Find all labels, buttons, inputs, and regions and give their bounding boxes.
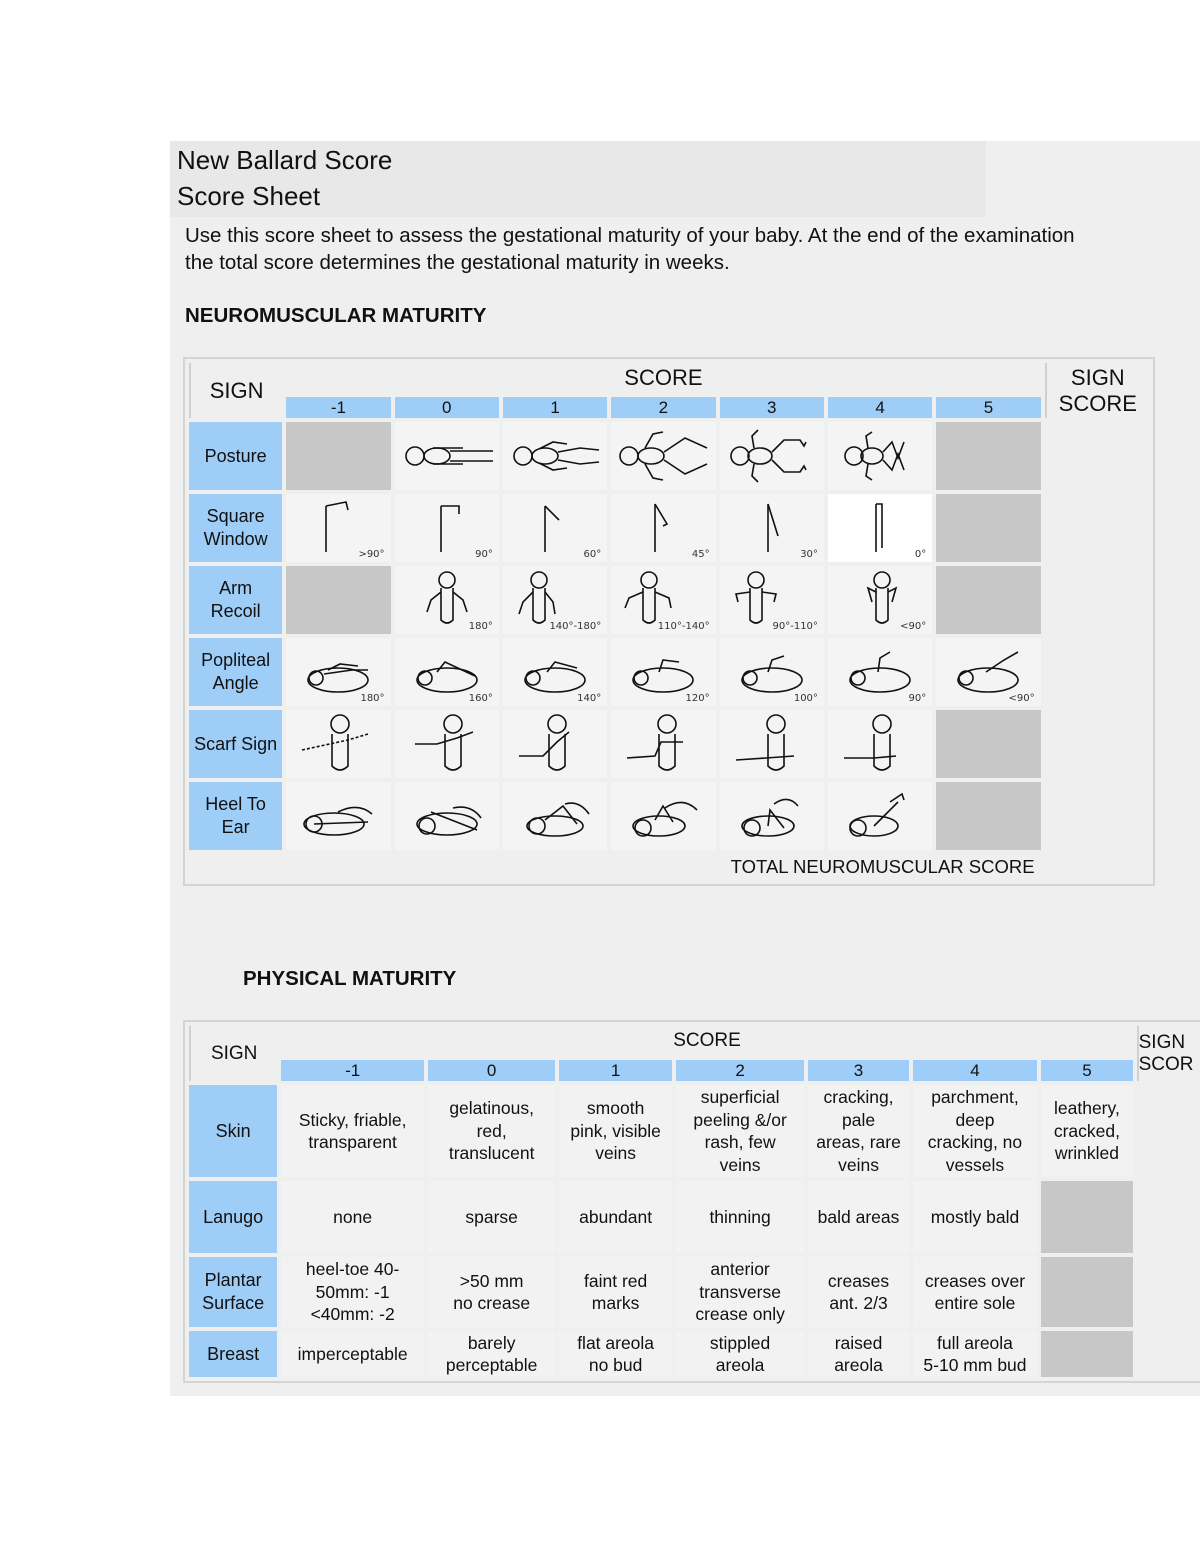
arm-recoil-cell[interactable] [395,566,499,634]
neuromuscular-section-title: NEUROMUSCULAR MATURITY [185,304,487,327]
sign-square-window [189,494,282,562]
arm-recoil-cell[interactable] [611,566,715,634]
scarf-sign-icon [397,712,497,776]
score-column-header: 4 [828,397,932,418]
score-column-header: 5 [1041,1060,1132,1081]
table-row [189,1331,1200,1377]
score-header: SCORE [281,1026,1132,1056]
cell-line: pink, visible [570,1120,661,1141]
scarf-sign-cell[interactable] [395,710,499,778]
cell-line: pale [841,1109,876,1130]
table-row [189,1085,1200,1177]
page-title: New Ballard Score [177,145,393,175]
scarf-sign-cell[interactable] [286,710,390,778]
heel-to-ear-icon [830,784,930,848]
cell-line: rash, few [704,1132,776,1152]
cell-line: Sticky, friable, [298,1109,407,1130]
heel-to-ear-icon [722,784,822,848]
table-row [189,638,1149,706]
lanugo-cell[interactable]: thinning [676,1181,805,1253]
empty-cell [286,566,390,634]
scarf-sign-cell[interactable] [720,710,824,778]
heel-to-ear-cell[interactable] [286,782,390,850]
empty-cell [936,494,1040,562]
sign-heel-to-ear [189,782,282,850]
cell-line: anterior [710,1259,770,1280]
sign-score-header-line-2: SCOR [1138,1053,1194,1075]
sign-header: SIGN [189,1026,277,1081]
sign-popliteal-angle [189,638,282,706]
lanugo-cell[interactable]: mostly bald [913,1181,1037,1253]
angle-label: <90° [1008,693,1035,704]
empty-cell [1041,1257,1132,1327]
heel-to-ear-cell[interactable] [720,782,824,850]
angle-label: <90° [900,621,927,632]
sign-plantar-surface [189,1257,277,1327]
sign-label-line-1: Heel To [205,794,266,814]
sign-label-line-1: Arm [219,578,253,598]
posture-figure-icon [397,424,497,488]
breast-cell[interactable] [676,1331,805,1377]
plantar-surface-cell[interactable] [913,1257,1037,1327]
sign-label-line-1: Plantar [204,1270,262,1290]
heel-to-ear-icon [505,784,605,848]
cell-line: leathery, [1054,1098,1120,1119]
skin-cell[interactable] [559,1085,671,1177]
cell-line: superficial [700,1087,780,1107]
angle-label: 180° [360,693,385,704]
neuromuscular-table [185,359,1153,884]
page-subtitle: Score Sheet [177,181,321,211]
cell-line: transverse [699,1281,781,1302]
scarf-sign-icon [613,712,713,776]
sign-label-line-2: Angle [212,673,259,693]
sign-label-line-1: Popliteal [201,650,271,670]
posture-cell[interactable] [720,422,824,490]
sign-score-header [1137,1026,1200,1081]
heel-to-ear-icon [613,784,713,848]
cell-line: vessels [945,1154,1005,1175]
table-row [189,782,1149,850]
sign-scarf-sign: Scarf Sign [189,710,282,778]
empty-cell [936,566,1040,634]
table-row [189,710,1149,778]
lanugo-cell[interactable]: bald areas [808,1181,908,1253]
posture-cell[interactable] [503,422,607,490]
skin-cell[interactable] [808,1085,908,1177]
posture-cell[interactable] [611,422,715,490]
popliteal-angle-cell[interactable] [936,638,1040,706]
angle-label: 100° [793,693,818,704]
score-column-header: 0 [428,1060,556,1081]
angle-label: 0° [914,549,927,560]
breast-cell[interactable]: imperceptable [281,1331,424,1377]
cell-line: veins [719,1154,761,1175]
score-column-header: 3 [808,1060,908,1081]
score-column-header: 4 [913,1060,1037,1081]
table-row [189,1257,1200,1327]
score-column-header: -1 [281,1060,424,1081]
square-window-cell[interactable] [286,494,390,562]
empty-cell [936,422,1040,490]
cell-line: full areola [937,1332,1013,1353]
sign-score-header [1045,363,1149,418]
angle-label: 120° [685,693,710,704]
score-column-header: 2 [611,397,715,418]
cell-line: gelatinous, [449,1098,534,1119]
popliteal-angle-cell[interactable] [611,638,715,706]
cell-line: ant. 2/3 [829,1293,888,1313]
heel-to-ear-cell[interactable] [395,782,499,850]
empty-cell [936,782,1040,850]
heel-to-ear-cell[interactable] [611,782,715,850]
heel-to-ear-icon [288,784,388,848]
angle-label: 160° [468,693,493,704]
angle-label: 45° [691,549,710,560]
posture-cell[interactable] [828,422,932,490]
scarf-sign-icon [722,712,822,776]
sign-label-line-2: Recoil [210,601,261,621]
cell-line: translucent [448,1143,535,1164]
breast-cell[interactable] [808,1331,908,1377]
arm-recoil-cell[interactable] [828,566,932,634]
posture-figure-icon [505,424,605,488]
angle-label: 90° [908,693,927,704]
angle-label: 180° [468,621,493,632]
lanugo-cell[interactable]: sparse [428,1181,556,1253]
square-window-cell[interactable] [828,494,932,562]
sign-label-line-1: Square [206,506,265,526]
arm-recoil-cell[interactable] [720,566,824,634]
cell-line: deep [955,1109,995,1130]
square-window-cell[interactable] [720,494,824,562]
cell-line: peeling &/or [693,1109,787,1130]
sign-header: SIGN [189,363,282,418]
scarf-sign-cell[interactable] [828,710,932,778]
angle-label: 60° [583,549,602,560]
score-column-header: 1 [559,1060,671,1081]
angle-label: 140°-180° [549,621,602,632]
intro-line-2: the total score determines the gestational maturity in weeks. [185,251,730,274]
popliteal-angle-cell[interactable] [286,638,390,706]
popliteal-angle-cell[interactable] [503,638,607,706]
cell-line: faint red [584,1270,648,1291]
skin-cell[interactable] [1041,1085,1132,1177]
table-row [189,494,1149,562]
score-column-header: 3 [720,397,824,418]
score-column-header: 0 [395,397,499,418]
sign-score-column[interactable] [1045,422,1149,850]
cell-line: areola [834,1355,883,1375]
empty-cell [286,422,390,490]
popliteal-angle-cell[interactable] [828,638,932,706]
cell-line: 5-10 mm bud [923,1355,1027,1375]
cell-line: cracking, [823,1087,894,1107]
sign-label-line-2: Window [203,529,268,549]
scarf-sign-cell[interactable] [503,710,607,778]
plantar-surface-cell[interactable] [428,1257,556,1327]
intro-text [185,222,1200,276]
cell-line: >50 mm [459,1270,524,1291]
sign-label-line-2: Ear [221,817,250,837]
breast-cell[interactable] [428,1331,556,1377]
lanugo-cell[interactable]: abundant [559,1181,671,1253]
cell-line: flat areola [577,1332,655,1353]
cell-line: <40mm: -2 [310,1304,395,1325]
sign-score-column[interactable] [1137,1085,1200,1377]
physical-table [185,1022,1200,1381]
score-column-header: 1 [503,397,607,418]
skin-cell[interactable] [428,1085,556,1177]
sign-lanugo: Lanugo [189,1181,277,1253]
skin-cell[interactable] [676,1085,805,1177]
cell-line: barely [467,1332,516,1353]
cell-line: veins [595,1143,637,1164]
posture-figure-icon [722,424,822,488]
popliteal-angle-cell[interactable] [720,638,824,706]
table-row [189,422,1149,490]
sign-arm-recoil [189,566,282,634]
cell-line: veins [838,1154,879,1175]
plantar-surface-cell[interactable] [559,1257,671,1327]
total-neuromuscular-label: TOTAL NEUROMUSCULAR SCORE [189,854,1041,880]
heel-to-ear-cell[interactable] [503,782,607,850]
score-column-header: 5 [936,397,1040,418]
angle-label: >90° [358,549,385,560]
cell-line: heel-toe 40- [305,1259,400,1280]
angle-label: 90°-110° [772,621,818,632]
sign-label-line-2: Surface [202,1293,265,1313]
cell-line: cracked, [1053,1120,1120,1141]
square-window-cell[interactable] [395,494,499,562]
table-row [189,566,1149,634]
cell-line: areas, rare [816,1132,901,1152]
breast-cell[interactable] [913,1331,1037,1377]
square-window-cell[interactable] [611,494,715,562]
angle-label: 110°-140° [657,621,710,632]
cell-line: 50mm: -1 [315,1281,390,1302]
sign-skin: Skin [189,1085,277,1177]
physical-section-title: PHYSICAL MATURITY [243,967,457,990]
cell-line: no crease [453,1293,531,1313]
cell-line: raised [834,1332,883,1353]
angle-label: 90° [475,549,493,560]
cell-line: wrinkled [1054,1143,1120,1164]
cell-line: marks [591,1293,640,1313]
skin-cell[interactable] [913,1085,1037,1177]
score-column-header: 2 [676,1060,805,1081]
popliteal-angle-cell[interactable] [395,638,499,706]
scarf-sign-icon [288,712,388,776]
plantar-surface-cell[interactable] [281,1257,424,1327]
breast-cell[interactable] [559,1331,671,1377]
cell-line: crease only [695,1304,785,1325]
sign-posture: Posture [189,422,282,490]
angle-label: 140° [577,693,602,704]
cell-line: areola [715,1355,765,1375]
sign-score-header-line-1: SIGN [1138,1031,1186,1053]
posture-figure-icon [830,424,930,488]
posture-figure-icon [613,424,713,488]
sign-score-header-line-1: SIGN [1070,364,1125,390]
plantar-surface-cell[interactable] [676,1257,805,1327]
intro-line-1: Use this score sheet to assess the gestational maturity of your baby. At the end of the examination [185,224,1075,247]
empty-cell [1041,1181,1132,1253]
lanugo-cell[interactable]: none [281,1181,424,1253]
cell-line: cracking, no [927,1132,1023,1152]
cell-line: parchment, [931,1087,1019,1107]
heel-to-ear-icon [397,784,497,848]
posture-cell[interactable] [395,422,499,490]
table-row [189,1181,1200,1253]
angle-label: 30° [800,549,818,560]
plantar-surface-cell[interactable] [808,1257,908,1327]
score-column-header: -1 [286,397,390,418]
score-header: SCORE [286,363,1040,393]
cell-line: red, [476,1120,507,1141]
square-window-cell[interactable] [503,494,607,562]
heel-to-ear-cell[interactable] [828,782,932,850]
cell-line: smooth [586,1098,645,1119]
cell-line: creases [827,1270,890,1291]
scarf-sign-cell[interactable] [611,710,715,778]
total-neuromuscular-score-field[interactable] [1045,854,1149,880]
scarf-sign-icon [830,712,930,776]
cell-line: creases over [924,1270,1026,1291]
sign-breast: Breast [189,1331,277,1377]
empty-cell [936,710,1040,778]
sign-score-header-line-2: SCORE [1058,390,1137,416]
scarf-sign-icon [505,712,605,776]
cell-line: entire sole [934,1293,1016,1313]
cell-line: no bud [588,1355,643,1375]
arm-recoil-cell[interactable] [503,566,607,634]
cell-line: perceptable [445,1355,538,1375]
cell-line: transparent [308,1132,397,1152]
skin-cell[interactable] [281,1085,424,1177]
cell-line: stippled [709,1332,771,1353]
empty-cell [1041,1331,1132,1377]
